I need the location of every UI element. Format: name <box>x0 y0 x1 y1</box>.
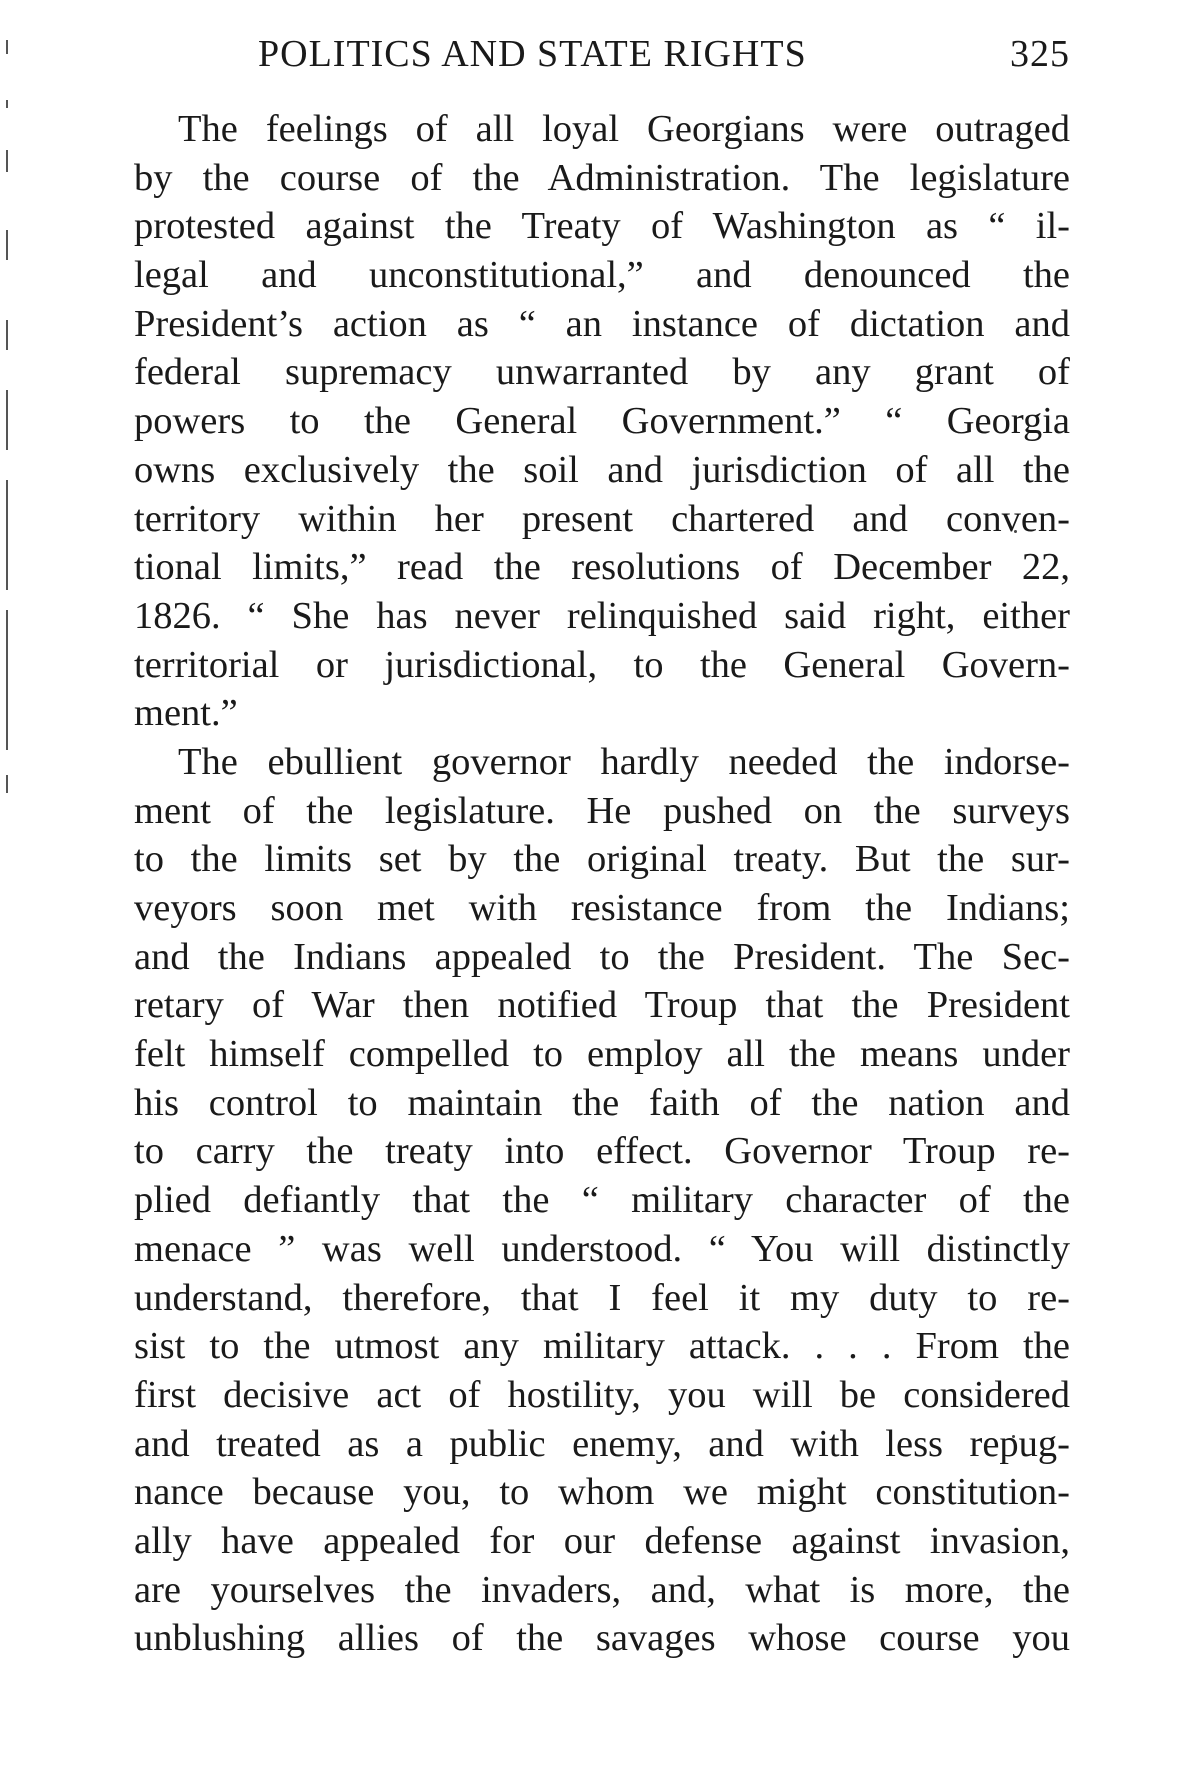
paragraph-1 <box>134 105 1070 738</box>
text-line: and treated as a public enemy, and with less repug- <box>134 1422 1070 1465</box>
text-line: and the Indians appealed to the President. The Sec- <box>134 935 1070 978</box>
scan-mark <box>6 100 8 108</box>
scan-mark <box>6 775 8 793</box>
running-title: POLITICS AND STATE RIGHTS <box>258 33 807 75</box>
text-line: President’s action as “ an instance of dictation and <box>134 302 1070 345</box>
text-line: understand, therefore, that I feel it my duty to re- <box>134 1276 1070 1319</box>
scan-mark <box>6 390 8 450</box>
text-line: The ebullient governor hardly needed the indorse- <box>178 740 1070 783</box>
scan-mark <box>6 40 8 54</box>
text-line: veyors soon met with resistance from the Indians; <box>134 887 1070 929</box>
scan-mark <box>6 480 8 590</box>
text-line: retary of War then notified Troup that the President <box>134 984 1070 1027</box>
scan-mark <box>6 320 8 350</box>
text-line: plied defiantly that the “ military character of the <box>134 1179 1070 1222</box>
scan-mark <box>6 610 8 750</box>
text-line: unblushing allies of the savages whose course you <box>134 1617 1070 1660</box>
text-line: to the limits set by the original treaty. But the sur- <box>134 838 1070 881</box>
text-line: legal and unconstitutional,” and denounced the <box>134 254 1070 297</box>
text-line: 1826. “ She has never relinquished said right, either <box>134 594 1070 637</box>
text-line: territorial or jurisdictional, to the General Govern- <box>134 643 1070 686</box>
text-line: federal supremacy unwarranted by any grant of <box>134 351 1070 394</box>
text-line: tional limits,” read the resolutions of December 22, <box>134 546 1070 589</box>
text-line: to carry the treaty into effect. Governor Troup re- <box>134 1130 1070 1173</box>
text-line: by the course of the Administration. The legislature <box>134 156 1070 199</box>
text-line: owns exclusively the soil and jurisdiction of all the <box>134 448 1070 491</box>
scan-margin-marks <box>6 40 14 840</box>
text-line: his control to maintain the faith of the nation and <box>134 1081 1070 1124</box>
page-number: 325 <box>1010 33 1070 75</box>
text-line: first decisive act of hostility, you will be considered <box>134 1373 1070 1416</box>
text-line: protested against the Treaty of Washington as “ il- <box>134 205 1070 248</box>
scan-mark <box>6 230 8 260</box>
text-line: felt himself compelled to employ all the means under <box>134 1033 1070 1076</box>
scan-mark <box>6 150 8 172</box>
text-line: ally have appealed for our defense against invasion, <box>134 1519 1070 1562</box>
text-line: powers to the General Government.” “ Georgia <box>134 400 1070 443</box>
text-line: nance because you, to whom we might constitution- <box>134 1471 1070 1514</box>
text-line: are yourselves the invaders, and, what is more, the <box>134 1568 1070 1611</box>
text-line: menace ” was well understood. “ You will distinctly <box>134 1227 1070 1270</box>
body-text <box>134 105 1070 1663</box>
text-line: territory within her present chartered and conven- <box>134 497 1070 540</box>
text-line: ment.” <box>134 692 238 735</box>
paragraph-2 <box>134 738 1070 1663</box>
text-line: sist to the utmost any military attack. . . . From the <box>134 1325 1070 1368</box>
text-line: The feelings of all loyal Georgians were outraged <box>178 108 1070 150</box>
text-line: ment of the legislature. He pushed on the surveys <box>134 789 1070 832</box>
running-head <box>134 32 1070 84</box>
